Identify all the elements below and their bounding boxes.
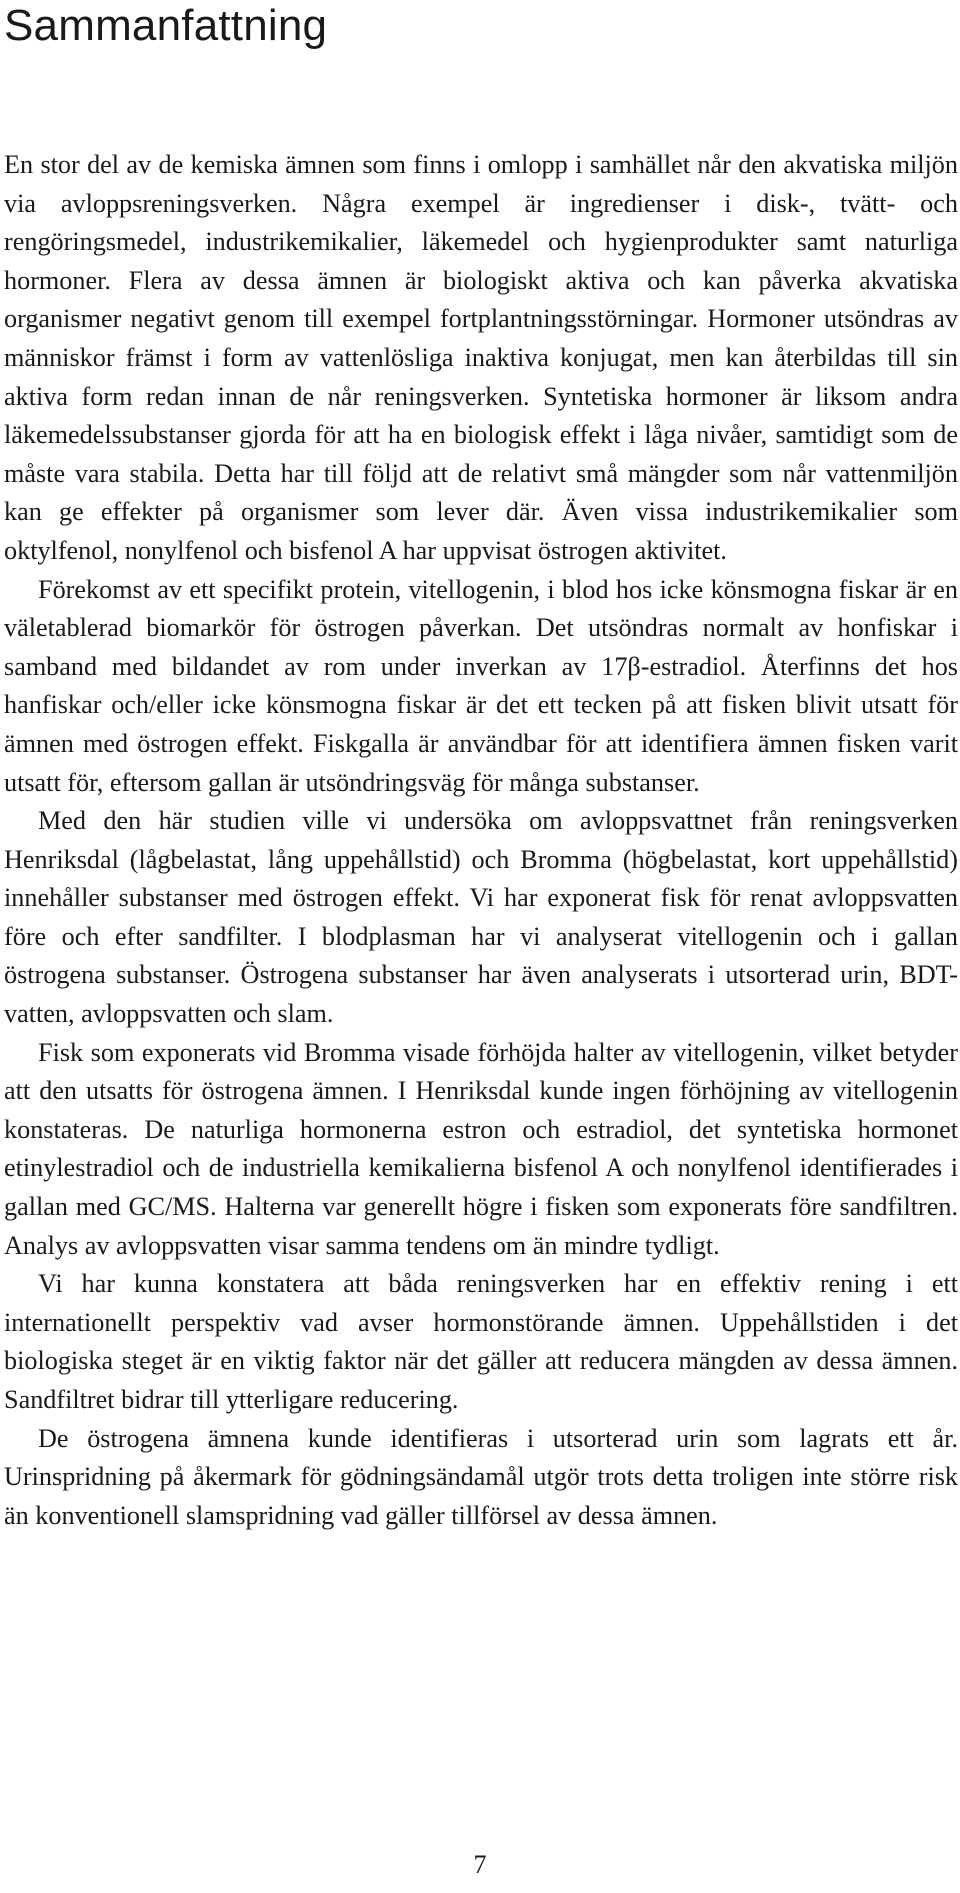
paragraph-2: Förekomst av ett specifikt protein, vitellogenin, i blod hos icke könsmogna fiskar är en väletablerad biomarkör för östrogen påverkan. Det utsöndras normalt av honfiskar i samband med bildandet av rom under inverkan av 17β-estradiol. Återfinns det hos hanfiskar och/eller icke könsmogna fiskar är det ett tecken på att fisken blivit utsatt för ämnen med östrogen effekt. Fiskgalla är användbar för att identifiera ämnen fisken varit utsatt för, eftersom gallan är utsöndringsväg för många substanser. <box>4 574 958 797</box>
paragraph-4: Fisk som exponerats vid Bromma visade förhöjda halter av vitellogenin, vilket betyder att den utsatts för östrogena ämnen. I Henriksdal kunde ingen förhöjning av vitellogenin konstateras. De naturliga hormonerna estron och estradiol, det syntetiska hormonet etinylestradiol och de industriella kemikalierna bisfenol A och nonylfenol identifierades i gallan med GC/MS. Halterna var generellt högre i fisken som exponerats före sandfiltren. Analys av avloppsvatten visar samma tendens om än mindre tydligt. <box>4 1037 958 1260</box>
paragraph-3: Med den här studien ville vi undersöka om avloppsvattnet från reningsverken Henriksdal (lågbelastat, lång uppehållstid) och Bromma (högbelastat, kort uppehållstid) innehåller substanser med östrogen effekt. Vi har exponerat fisk för renat avloppsvatten före och efter sandfilter. I blodplasman har vi analyserat vitellogenin och i gallan östrogena substanser. Östrogena substanser har även analyserats i utsorterad urin, BDT-vatten, avloppsvatten och slam. <box>4 806 958 1029</box>
page-number: 7 <box>473 1850 487 1879</box>
paragraph-1: En stor del av de kemiska ämnen som finns i omlopp i samhället når den akvatiska miljön via avloppsreningsverken. Några exempel är ingredienser i disk-, tvätt- och rengöringsmedel, industrikemikalier, läkemedel och hygienprodukter samt naturliga hormoner. Flera av dessa ämnen är biologiskt aktiva och kan påverka akvatiska organismer negativt genom till exempel fortplantningsstörningar. Hormoner utsöndras av människor främst i form av vattenlösliga inaktiva konjugat, men kan återbildas till sin aktiva form redan innan de når reningsverken. Syntetiska hormoner är liksom andra läkemedelssubstanser gjorda för att ha en biologisk effekt i låga nivåer, samtidigt som de måste vara stabila. Detta har till följd att de relativt små mängder som når vattenmiljön kan ge effekter på organismer som lever där. Även vissa industrikemikalier som oktylfenol, nonylfenol och bisfenol A har uppvisat östrogen aktivitet. <box>4 150 958 565</box>
page-title: Sammanfattning <box>4 1 328 50</box>
paragraph-5: Vi har kunna konstatera att båda reningsverken har en effektiv rening i ett internationellt perspektiv vad avser hormonstörande ämnen. Uppehållstiden i det biologiska steget är en viktig faktor när det gäller att reducera mängden av dessa ämnen. Sandfiltret bidrar till ytterligare reducering. <box>4 1269 958 1414</box>
paragraph-6: De östrogena ämnena kunde identifieras i utsorterad urin som lagrats ett år. Urinspridning på åkermark för gödningsändamål utgör trots detta troligen inte större risk än konventionell slamspridning vad gäller tillförsel av dessa ämnen. <box>4 1423 958 1530</box>
document-body <box>4 146 958 1535</box>
